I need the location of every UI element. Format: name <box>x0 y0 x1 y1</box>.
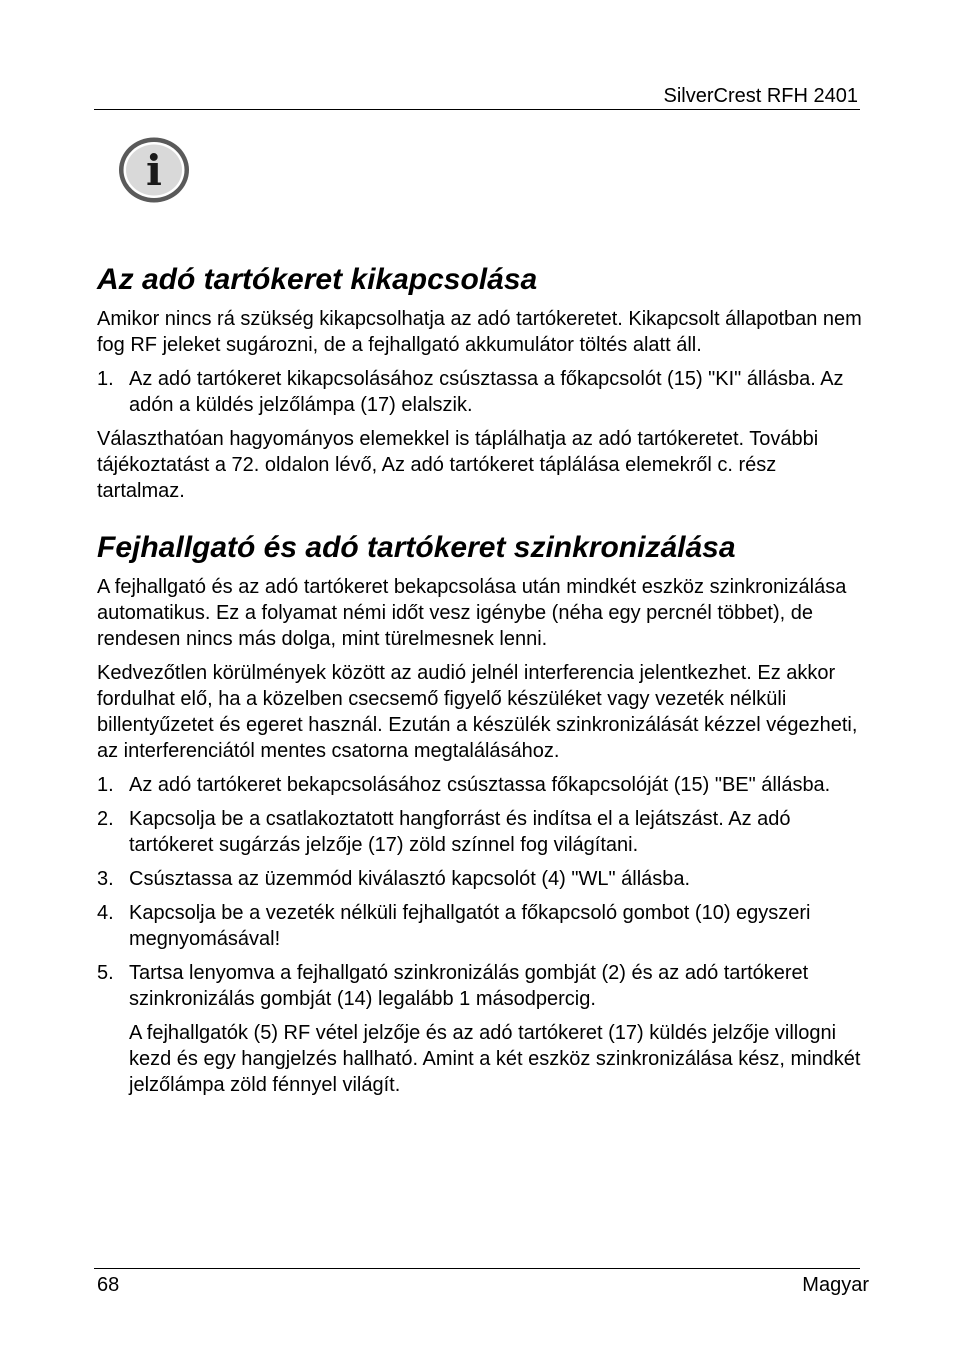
paragraph: A fejhallgató és az adó tartókeret bekapcsolása után mindkét eszköz szinkronizálása automatikus. Ez a folyamat némi időt vesz igénybe (néha egy percnél többet), de rendesen nincs más dolga, mint türelmesnek lenni. <box>97 576 847 650</box>
step-number: 4. <box>97 902 114 924</box>
paragraph: Amikor nincs rá szükség kikapcsolhatja az adó tartókeretet. Kikapcsolt állapotban nem fog RF jeleket sugározni, de a fejhallgató akkumulátor töltés alatt áll. <box>97 308 862 356</box>
step-text: Kapcsolja be a vezeték nélküli fejhallgatót a főkapcsoló gombot (10) egyszeri megnyomásával! <box>129 902 811 950</box>
step-text: Az adó tartókeret kikapcsolásához csúsztassa a főkapcsolót (15) "KI" állásba. Az adón a küldés jelzőlámpa (17) elalszik. <box>129 368 844 416</box>
step-item <box>97 806 867 858</box>
step-text: Tartsa lenyomva a fejhallgató szinkronizálás gombját (2) és az adó tartókeret szinkronizálás gombját (14) legalább 1 másodpercig. <box>129 962 809 1010</box>
paragraph: Kedvezőtlen körülmények között az audió jelnél interferencia jelentkezhet. Ez akkor fordulhat elő, ha a közelben csecsemő figyelő készüléket vagy vezeték nélküli billentyűzetet és egeret használ. Ezután a készülék szinkronizálását kézzel végezheti, az interferenciától mentes csatorna megtalálásához. <box>97 662 858 762</box>
step-item <box>97 960 867 1012</box>
info-icon-letter: i <box>146 146 162 195</box>
step-list <box>97 772 867 1012</box>
step-text: Csúsztassa az üzemmód kiválasztó kapcsolót (4) "WL" állásba. <box>129 868 691 890</box>
section-transmitter-off <box>97 262 867 504</box>
section-title: Fejhallgató és adó tartókeret szinkronizálása <box>97 531 736 564</box>
page-number: 68 <box>97 1274 120 1296</box>
step-text: Az adó tartókeret bekapcsolásához csúsztassa főkapcsolóját (15) "BE" állásba. <box>129 774 831 796</box>
section-title: Az adó tartókeret kikapcsolása <box>97 263 538 296</box>
step-item <box>97 900 867 952</box>
footer-divider <box>94 1268 860 1269</box>
step-number: 2. <box>97 808 114 830</box>
footer-language: Magyar <box>802 1274 869 1296</box>
step-item <box>97 772 867 798</box>
info-icon <box>116 134 192 206</box>
step-item <box>97 866 867 892</box>
step-number: 5. <box>97 962 114 984</box>
step-text: Kapcsolja be a csatlakoztatott hangforrást és indítsa el a lejátszást. Az adó tartókeret sugárzás jelzője (17) zöld színnel fog világítani. <box>129 808 791 856</box>
step-item <box>97 366 867 418</box>
page-content <box>97 262 867 1106</box>
running-header: SilverCrest RFH 2401 <box>663 85 858 107</box>
step-list <box>97 366 867 418</box>
header-divider <box>94 109 860 110</box>
step-number: 1. <box>97 774 114 796</box>
step-number: 1. <box>97 368 114 390</box>
section-synchronization <box>97 530 867 1098</box>
paragraph: Választhatóan hagyományos elemekkel is táplálhatja az adó tartókeretet. További tájékoztatást a 72. oldalon lévő, Az adó tartókeret táplálása elemekről c. rész tartalmaz. <box>97 428 819 502</box>
step-followup-paragraph: A fejhallgatók (5) RF vétel jelzője és az adó tartókeret (17) küldés jelzője villogni kezd és egy hangjelzés hallható. Amint a két eszköz szinkronizálása kész, mindkét jelzőlámpa zöld fénnyel világít. <box>129 1022 861 1096</box>
step-number: 3. <box>97 868 114 890</box>
